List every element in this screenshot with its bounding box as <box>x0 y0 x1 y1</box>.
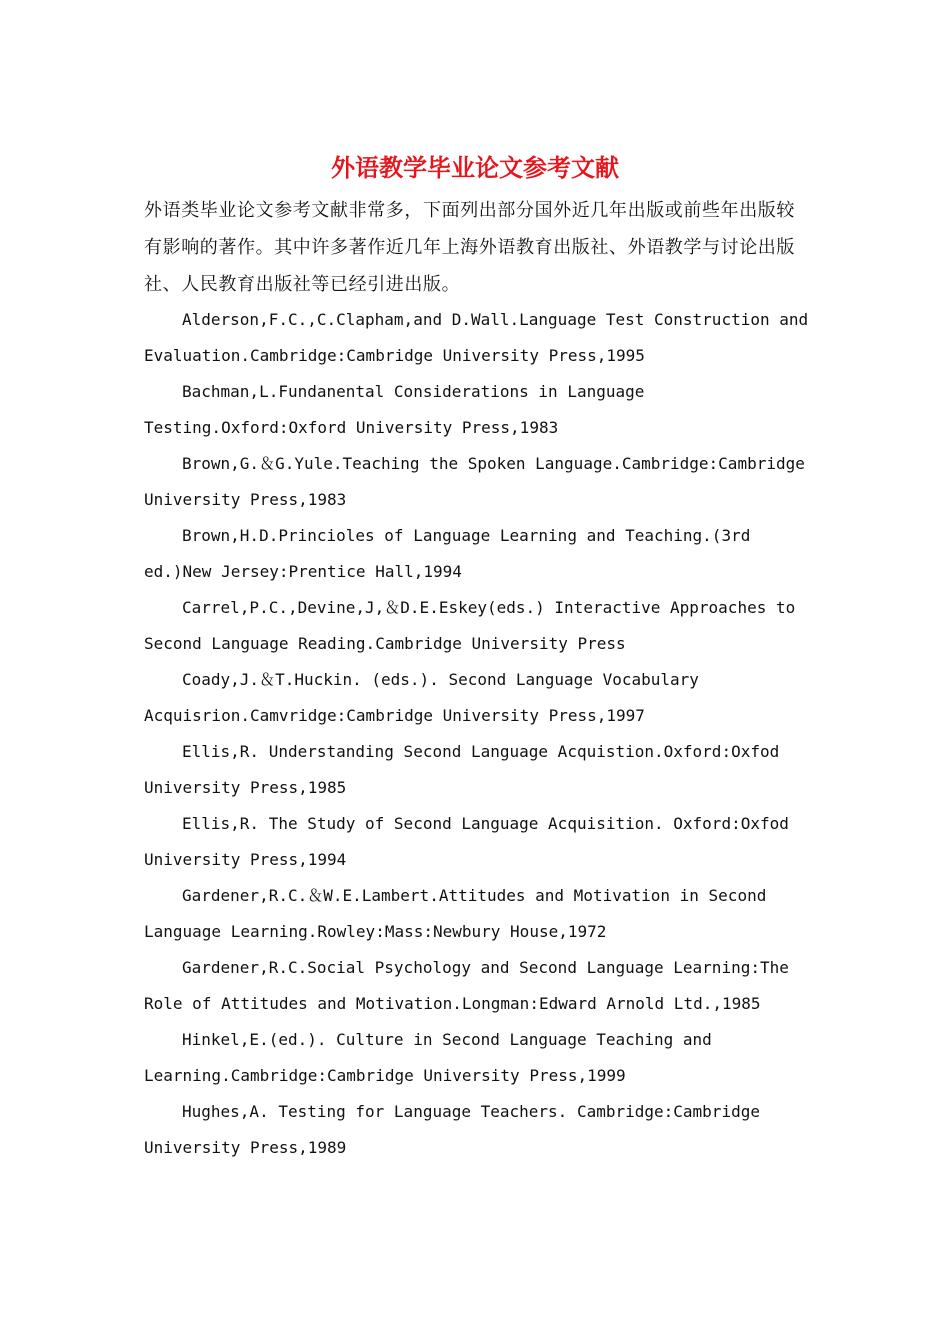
reference-line-2: University Press,1994 <box>144 850 347 869</box>
reference-line-2: University Press,1985 <box>144 778 347 797</box>
intro-paragraph: 外语类毕业论文参考文献非常多，下面列出部分国外近几年出版或前些年出版较有影响的著作。其中许多著作近几年上海外语教育出版社、外语教学与讨论出版社、人民教育出版社等已经引进出版。 <box>144 200 795 295</box>
reference-line-2: ed.)New Jersey:Prentice Hall,1994 <box>144 562 462 581</box>
reference-item <box>144 662 844 734</box>
reference-line-2: University Press,1989 <box>144 1138 347 1157</box>
reference-line-1: Brown,H.D.Princioles of Language Learning and Teaching.(3rd <box>182 526 751 545</box>
reference-line-1: Ellis,R. The Study of Second Language Acquisition. Oxford:Oxfod <box>182 814 789 833</box>
reference-line-1: Hinkel,E.(ed.). Culture in Second Language Teaching and <box>182 1030 712 1049</box>
reference-line-2: Second Language Reading.Cambridge University Press <box>144 634 626 653</box>
reference-line-1: Gardener,R.C.Social Psychology and Second Language Learning:The <box>182 958 789 977</box>
reference-line-1: Ellis,R. Understanding Second Language Acquistion.Oxford:Oxfod <box>182 742 780 761</box>
reference-item <box>144 1094 844 1166</box>
reference-item <box>144 734 844 806</box>
reference-item <box>144 374 844 446</box>
reference-item <box>144 806 844 878</box>
reference-item <box>144 1022 844 1094</box>
reference-item <box>144 590 844 662</box>
reference-item <box>144 446 844 518</box>
page-title: 外语教学毕业论文参考文献 <box>331 153 619 182</box>
reference-item <box>144 950 844 1022</box>
reference-line-1: Gardener,R.C.＆W.E.Lambert.Attitudes and Motivation in Second <box>182 886 767 905</box>
reference-item <box>144 878 844 950</box>
reference-item <box>144 302 844 374</box>
reference-line-2: Evaluation.Cambridge:Cambridge University Press,1995 <box>144 346 645 365</box>
reference-line-2: Learning.Cambridge:Cambridge University Press,1999 <box>144 1066 626 1085</box>
reference-line-1: Carrel,P.C.,Devine,J,＆D.E.Eskey(eds.) Interactive Approaches to <box>182 598 796 617</box>
reference-line-2: Role of Attitudes and Motivation.Longman:Edward Arnold Ltd.,1985 <box>144 994 761 1013</box>
reference-line-2: Testing.Oxford:Oxford University Press,1983 <box>144 418 559 437</box>
reference-item <box>144 518 844 590</box>
reference-line-2: Language Learning.Rowley:Mass:Newbury House,1972 <box>144 922 607 941</box>
reference-line-1: Brown,G.＆G.Yule.Teaching the Spoken Language.Cambridge:Cambridge <box>182 454 805 473</box>
reference-line-2: Acquisrion.Camvridge:Cambridge University Press,1997 <box>144 706 645 725</box>
reference-list <box>144 302 844 1166</box>
reference-line-1: Hughes,A. Testing for Language Teachers. Cambridge:Cambridge <box>182 1102 760 1121</box>
reference-line-1: Coady,J.＆T.Huckin. (eds.). Second Language Vocabulary <box>182 670 699 689</box>
reference-line-1: Bachman,L.Fundanental Considerations in Language <box>182 382 645 401</box>
reference-line-2: University Press,1983 <box>144 490 347 509</box>
reference-line-1: Alderson,F.C.,C.Clapham,and D.Wall.Language Test Construction and <box>182 310 809 329</box>
